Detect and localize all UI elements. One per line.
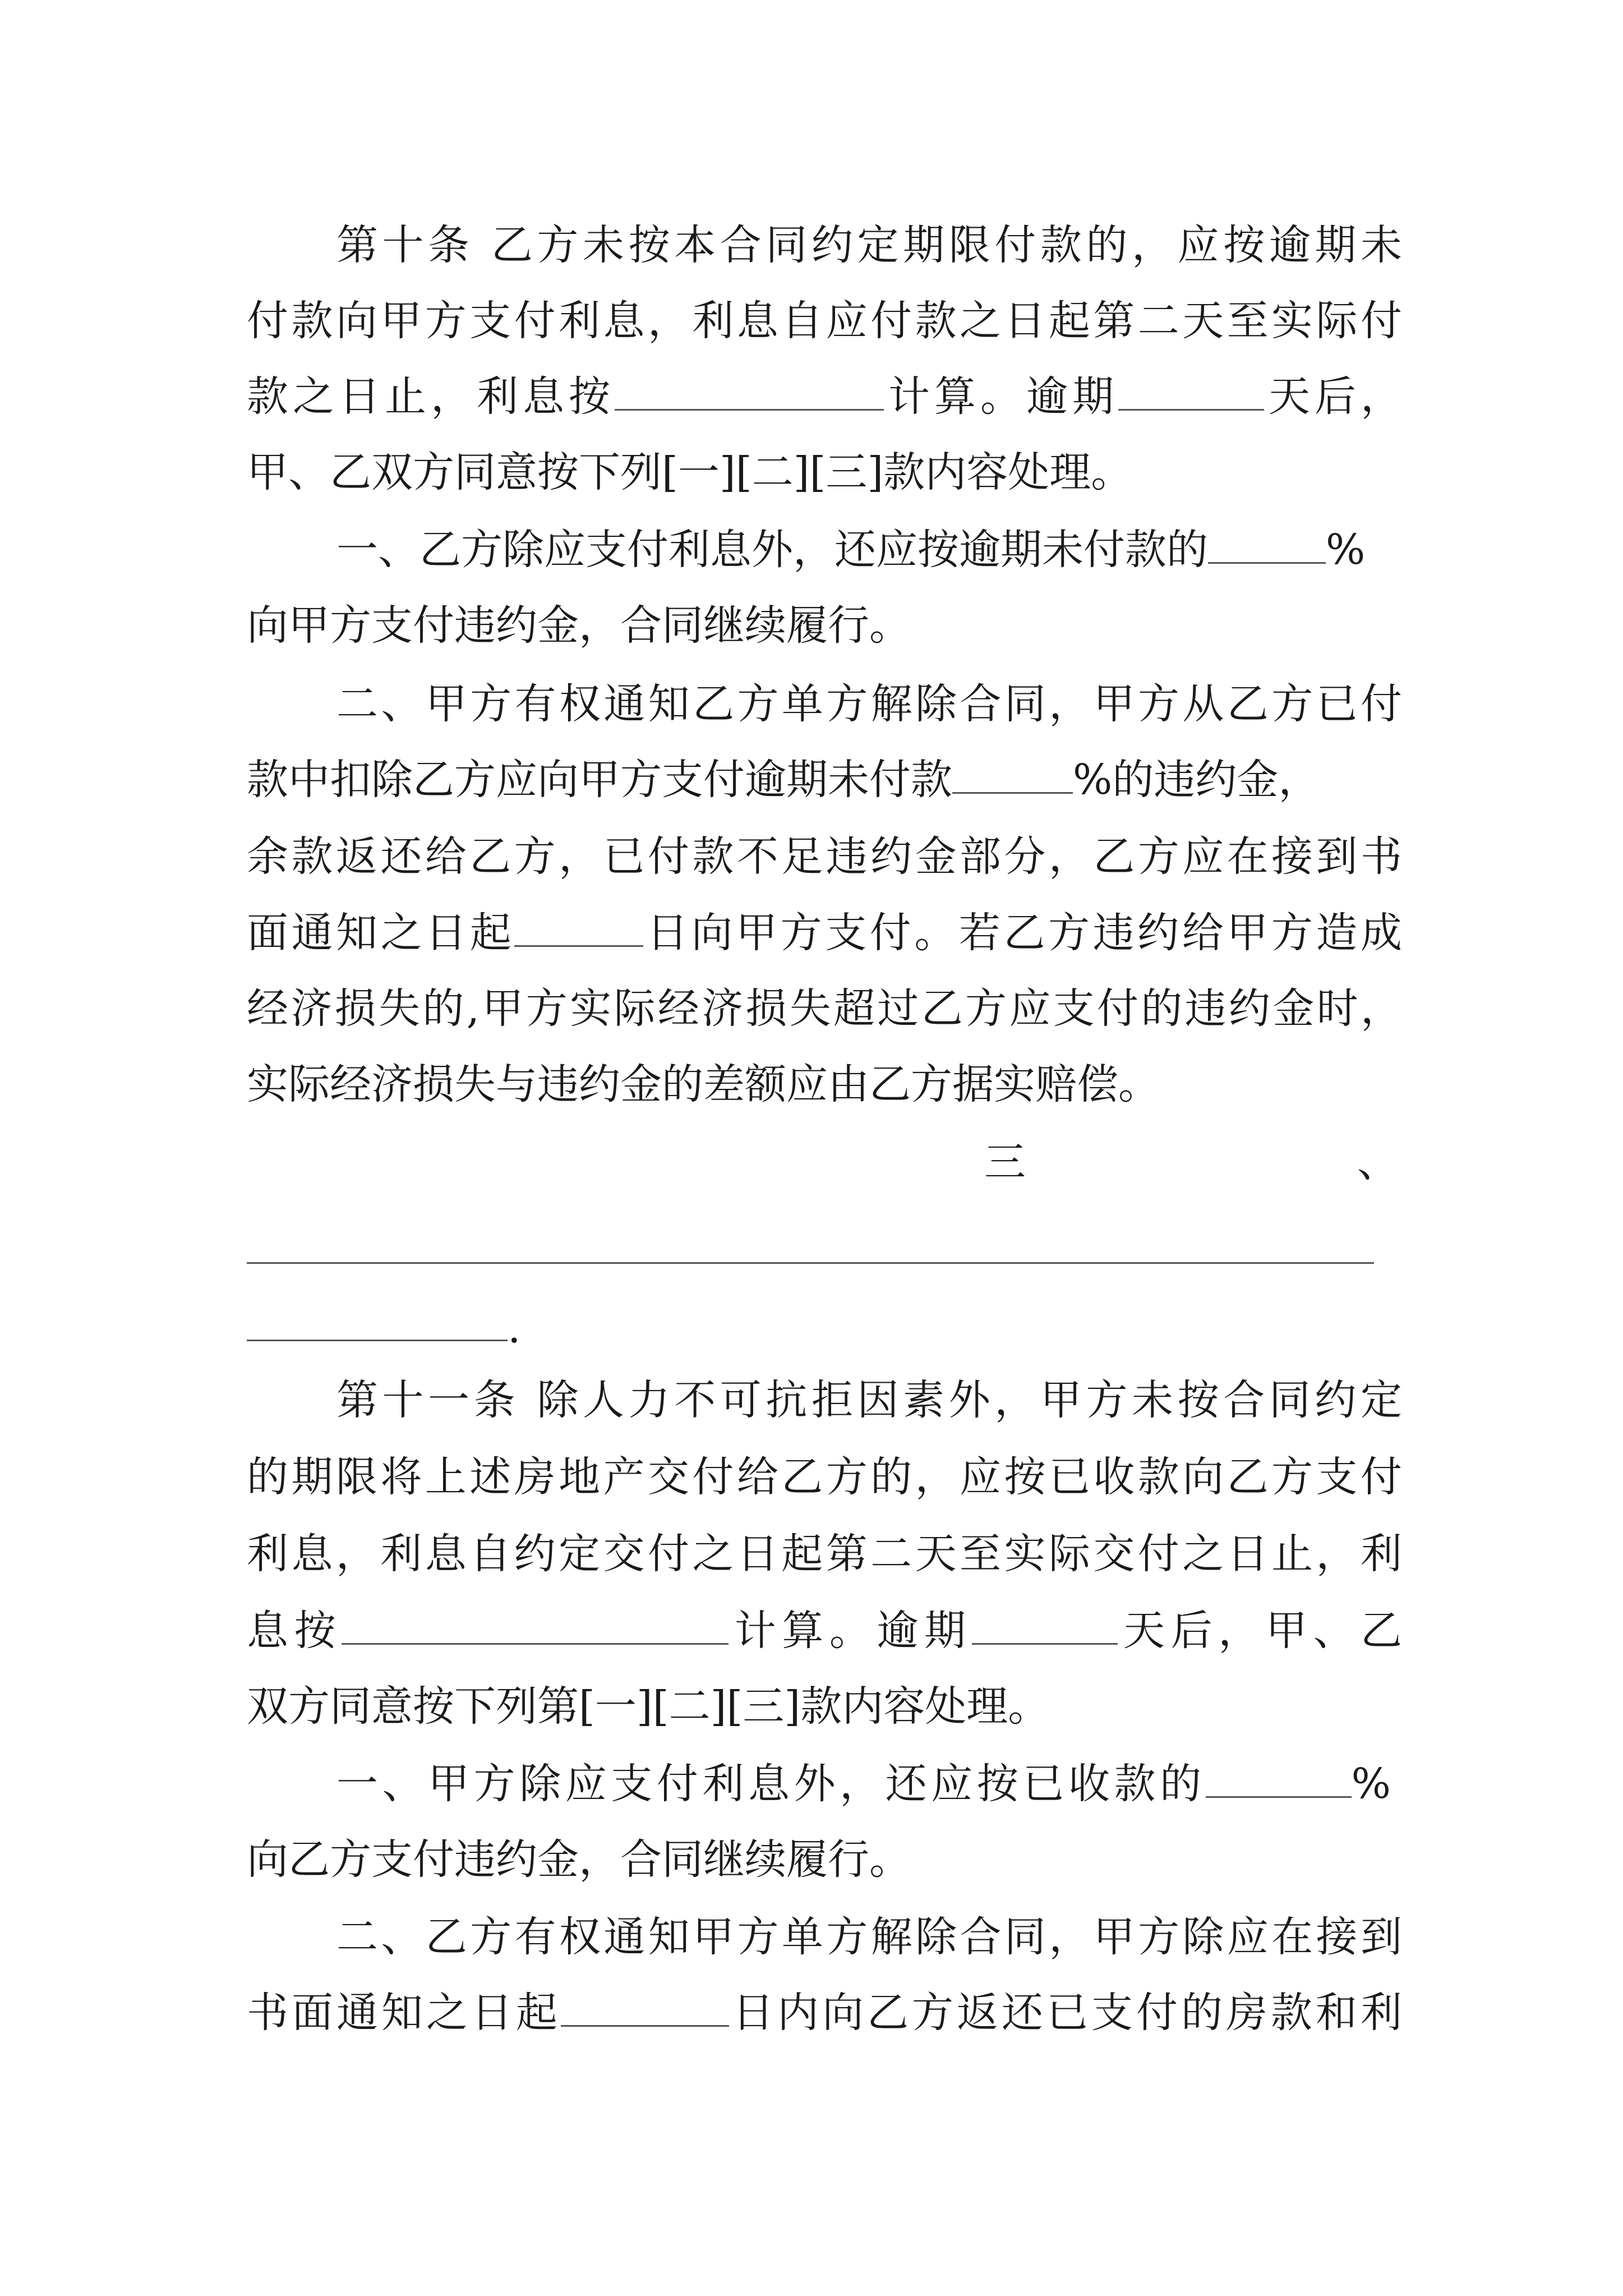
refund-days-blank[interactable] [561, 1986, 729, 2027]
article-10-line-3 [247, 357, 1402, 436]
option-3-blank-line-2[interactable] [247, 1340, 508, 1341]
penalty-percent-blank[interactable] [1206, 1757, 1352, 1798]
article-11-text: 天后，甲、乙 [1117, 1607, 1403, 1655]
option-2-text: 二、甲方有权通知乙方单方解除合同，甲方从乙方已付 [336, 680, 1402, 728]
article-10-option-2-line-3 [247, 817, 1402, 896]
option-2-text: 经济损失的,甲方实际经济损失超过乙方应支付的违约金时， [247, 984, 1402, 1033]
option-2-text: 款中扣除乙方应向甲方支付逾期未付款 [247, 756, 952, 804]
article-10-option-2-line-6 [247, 1045, 1402, 1124]
article-10-text: 第十条 乙方未按本合同约定期限付款的，应按逾期未 [336, 221, 1402, 269]
article-10-option-1-line-1 [336, 510, 1402, 589]
article-10-option-1-line-2 [247, 586, 1402, 665]
penalty-percent-blank[interactable] [1208, 523, 1326, 564]
article-11-heading-line [336, 1361, 1402, 1439]
article-10-text: 甲、乙双方同意按下列[一][二][三]款内容处理。 [247, 448, 1133, 496]
article-10-text: 款之日止，利息按 [247, 372, 615, 421]
article-11-text: 第十一条 除人力不可抗拒因素外，甲方未按合同约定 [336, 1376, 1402, 1424]
article-11-option-1-line-1 [336, 1745, 1391, 1823]
article-10-option-2-line-1 [336, 665, 1402, 743]
percent-sign: % [1351, 1760, 1391, 1808]
payment-days-blank[interactable] [514, 906, 643, 947]
option-1-text: 向甲方支付违约金，合同继续履行。 [247, 601, 911, 650]
article-10-line-4 [247, 433, 1402, 512]
option-3-number: 三 [984, 1138, 1026, 1186]
article-11-line-2 [247, 1438, 1402, 1516]
article-11-text: 双方同意按下列第[一][二][三]款内容处理。 [247, 1682, 1050, 1731]
option-2-text: 面通知之日起 [247, 909, 515, 957]
article-10-heading-line [336, 206, 1402, 284]
article-11-option-2-line-2 [247, 1973, 1402, 2052]
article-10-line-2 [247, 282, 1402, 360]
article-10-text: 计算。逾期 [884, 372, 1118, 421]
option-3-period: . [508, 1304, 521, 1352]
article-11-text: 的期限将上述房地产交付给乙方的，应按已收款向乙方支付 [247, 1453, 1402, 1501]
option-2-text: 实际经济损失与违约金的差额应由乙方据实赔偿。 [247, 1060, 1160, 1108]
option-2-text: 书面通知之日起 [247, 1989, 561, 2037]
interest-method-blank[interactable] [615, 370, 884, 411]
option-3-comma: 、 [1357, 1138, 1399, 1186]
option-3-blank-line-1[interactable] [247, 1262, 1374, 1264]
article-10-text: 天后， [1264, 372, 1402, 421]
interest-method-blank[interactable] [342, 1604, 728, 1645]
option-2-text: 二、乙方有权通知甲方单方解除合同，甲方除应在接到 [336, 1913, 1402, 1961]
article-11-line-4 [247, 1591, 1402, 1670]
option-1-text: 一、乙方除应支付利息外，还应按逾期未付款的 [336, 526, 1208, 574]
article-11-line-5 [247, 1667, 1402, 1746]
option-2-text: %的违约金， [1073, 756, 1320, 804]
article-11-text: 计算。逾期 [728, 1607, 972, 1655]
article-10-option-2-line-4 [247, 894, 1402, 972]
overdue-days-blank[interactable] [1118, 370, 1264, 411]
option-2-text: 余款返还给乙方，已付款不足违约金部分，乙方应在接到书 [247, 832, 1402, 881]
article-11-line-3 [247, 1515, 1402, 1593]
article-11-text: 息按 [247, 1607, 342, 1655]
option-1-text: 一、甲方除应支付利息外，还应按已收款的 [336, 1760, 1206, 1808]
option-1-text: 向乙方支付违约金，合同继续履行。 [247, 1835, 911, 1884]
article-10-option-2-line-5 [247, 969, 1402, 1048]
article-10-option-2-line-2 [247, 740, 1402, 819]
article-11-option-1-line-2 [247, 1820, 1402, 1899]
option-2-text: 日内向乙方返还已支付的房款和利 [729, 1989, 1402, 2037]
article-11-text: 利息，利息自约定交付之日起第二天至实际交付之日止，利 [247, 1530, 1402, 1578]
percent-sign: % [1326, 526, 1366, 574]
deduction-percent-blank[interactable] [952, 753, 1073, 794]
option-2-text: 日向甲方支付。若乙方违约给甲方造成 [643, 909, 1402, 957]
overdue-days-blank[interactable] [972, 1604, 1118, 1645]
article-10-text: 付款向甲方支付利息，利息自应付款之日起第二天至实际付 [247, 297, 1402, 345]
article-11-option-2-line-1 [336, 1898, 1402, 1976]
